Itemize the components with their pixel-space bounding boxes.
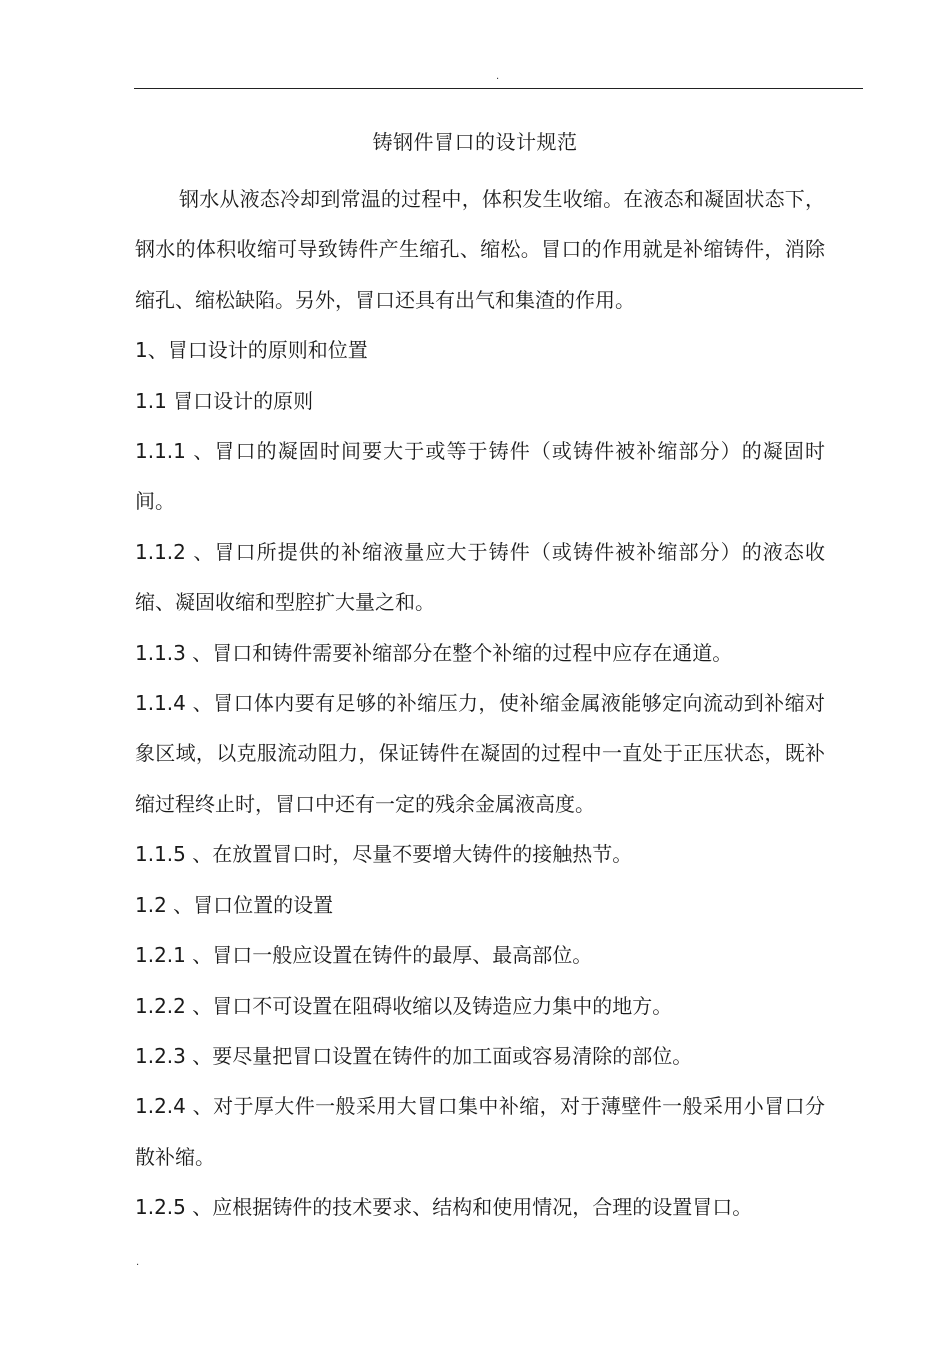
section-heading-1: 1、冒口设计的原则和位置 — [135, 338, 368, 363]
intro-paragraph: 钢水从液态冷却到常温的过程中，体积发生收缩。在液态和凝固状态下，钢水的体积收缩可导致铸件产生缩孔、缩松。冒口的作用就是补缩铸件，消除缩孔、缩松缺陷。另外，冒口还具有出气和集渣的作用。 — [135, 187, 825, 312]
document-body — [135, 174, 825, 1233]
footer-dot: . — [136, 1257, 140, 1268]
document-title: 铸钢件冒口的设计规范 — [372, 130, 578, 154]
clause-1-2-4: 1.2.4 、对于厚大件一般采用大冒口集中补缩，对于薄壁件一般采用小冒口分散补缩。 — [135, 1094, 825, 1169]
clause-1-1-4: 1.1.4 、冒口体内要有足够的补缩压力，使补缩金属液能够定向流动到补缩对象区域，以克服流动阻力，保证铸件在凝固的过程中一直处于正压状态，既补缩过程终止时，冒口中还有一定的残余金属液高度。 — [135, 691, 825, 816]
header-rule — [134, 88, 863, 89]
clause-1-1-5: 1.1.5 、在放置冒口时，尽量不要增大铸件的接触热节。 — [135, 842, 633, 867]
clause-1-2-2: 1.2.2 、冒口不可设置在阻碍收缩以及铸造应力集中的地方。 — [135, 993, 673, 1018]
subsection-heading-1-1: 1.1 冒口设计的原则 — [135, 388, 314, 413]
clause-1-1-2: 1.1.2 、冒口所提供的补缩液量应大于铸件（或铸件被补缩部分）的液态收缩、凝固收缩和型腔扩大量之和。 — [135, 539, 825, 615]
clause-1-1-1: 1.1.1 、冒口的凝固时间要大于或等于铸件（或铸件被补缩部分）的凝固时间。 — [135, 439, 825, 514]
clause-1-2-1: 1.2.1 、冒口一般应设置在铸件的最厚、最高部位。 — [135, 943, 593, 968]
clause-1-2-3: 1.2.3 、要尽量把冒口设置在铸件的加工面或容易清除的部位。 — [135, 1043, 693, 1068]
clause-1-2-5: 1.2.5 、应根据铸件的技术要求、结构和使用情况，合理的设置冒口。 — [135, 1195, 753, 1220]
header-dot: . — [496, 71, 500, 82]
clause-1-1-3: 1.1.3 、冒口和铸件需要补缩部分在整个补缩的过程中应存在通道。 — [135, 640, 733, 665]
subsection-heading-1-2: 1.2 、冒口位置的设置 — [135, 892, 334, 917]
